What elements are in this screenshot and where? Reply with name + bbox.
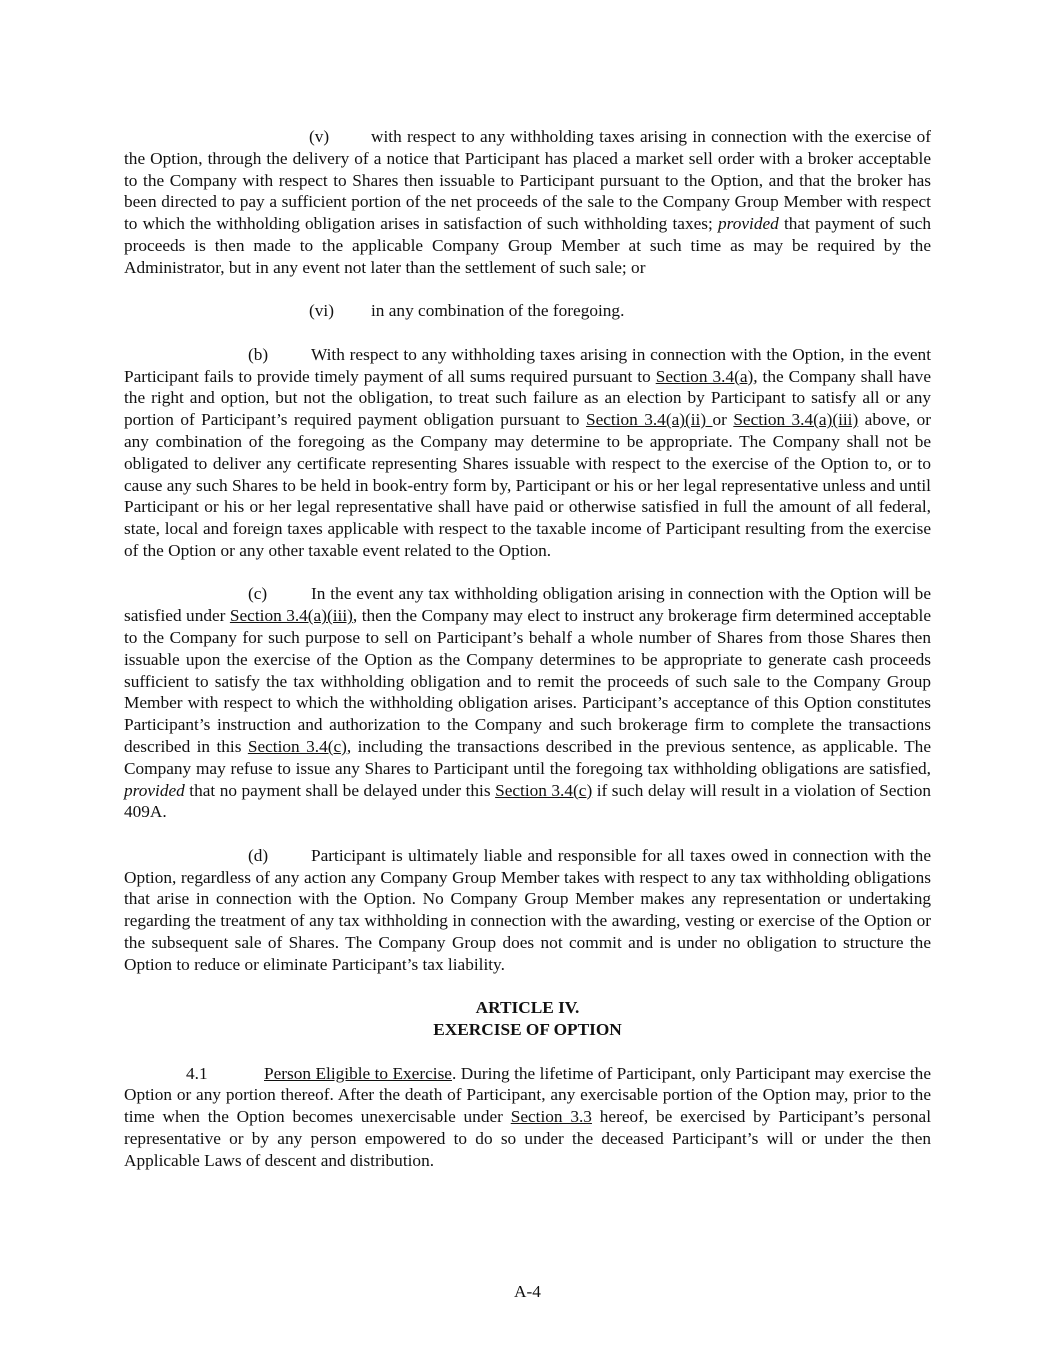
- paragraph-text: hereof, be exercised by Participant’s personal representative or by any person empowered to do so under the deceased Participant’s will or under the then Applicable Laws of descent and distribution.: [124, 1107, 931, 1170]
- paragraph-marker: (v): [309, 127, 330, 146]
- paragraph-3-4-a-vi: [124, 300, 931, 322]
- article-number: ARTICLE IV.: [475, 998, 580, 1018]
- italic-term: provided: [717, 214, 779, 234]
- paragraph-text: that no payment shall be delayed under this: [184, 780, 496, 800]
- paragraph-3-4-c: [124, 583, 931, 823]
- paragraph-text: , the Company shall have the right and option, but not the obligation, to treat such failure as an election by Participant to satisfy all or any portion of Participant’s required payment obligation pursuant to: [124, 366, 931, 430]
- paragraph-text: In the event any tax withholding obligation arising in connection with the Option will be satisfied under: [124, 584, 931, 626]
- section-number: 4.1: [186, 1063, 208, 1083]
- paragraph-text: if such delay will result in a violation of Section 409A.: [124, 780, 931, 822]
- section-reference: Section 3.4(c): [247, 736, 347, 756]
- paragraph-3-4-b: [124, 344, 931, 562]
- paragraph-text: With respect to any withholding taxes arising in connection with the Option, in the event Participant fails to provide timely payment of all sums required pursuant to: [124, 344, 931, 386]
- section-reference: Section 3.4(a)(iii): [229, 606, 353, 626]
- section-reference: Section 3.4(a)(iii): [733, 410, 859, 430]
- paragraph-4-1: [124, 1063, 931, 1172]
- section-reference: Section 3.3: [510, 1107, 592, 1127]
- document-page: [124, 126, 931, 1193]
- paragraph-text: , including the transactions described in the previous sentence, as applicable. The Company may refuse to issue any Shares to Participant until the foregoing tax withholding obligations are satisfied,: [124, 736, 931, 778]
- paragraph-text: Participant is ultimately liable and responsible for all taxes owed in connection with the Option, regardless of any action any Company Group Member takes with respect to any tax withholding obligations that arise in connection with the Option. No Company Group Member makes any representation or undertaking regarding the treatment of any tax withholding in connection with the awarding, vesting or exercise of the Option or the subsequent sale of Shares. The Company Group does not commit and is under no obligation to structure the Option to reduce or eliminate Participant’s tax liability.: [124, 845, 931, 974]
- paragraph-marker: (c): [248, 584, 268, 604]
- paragraph-text: . During the lifetime of Participant, only Participant may exercise the Option or any portion thereof. After the death of Participant, any exercisable portion of the Option may, prior to the time when the Option becomes unexercisable under: [124, 1063, 931, 1127]
- page-number: A-4: [514, 1282, 541, 1301]
- section-reference: Section 3.4(a)(ii): [585, 410, 713, 430]
- article-heading: [124, 997, 931, 1041]
- paragraph-3-4-d: [124, 845, 931, 976]
- paragraph-marker: (vi): [309, 301, 334, 321]
- paragraph-text: that payment of such proceeds is then made to the applicable Company Group Member at such time as may be required by the Administrator, but in any event not later than the settlement of such sale; or: [124, 214, 931, 277]
- section-reference: Section 3.4(a): [655, 366, 754, 386]
- paragraph-text: or: [712, 410, 734, 430]
- paragraph-text: with respect to any withholding taxes arising in connection with the exercise of the Option, through the delivery of a notice that Participant has placed a market sell order with a broker acceptable to the Company with respect to Shares then issuable to Participant pursuant to the Option, and that the broker has been directed to pay a sufficient portion of the net proceeds of the sale to the Company Group Member with respect to which the withholding obligation arises in satisfaction of such withholding taxes;: [124, 127, 931, 234]
- section-title: Person Eligible to Exercise: [264, 1063, 452, 1083]
- paragraph-marker: (b): [248, 344, 269, 364]
- paragraph-marker: (d): [248, 845, 269, 865]
- paragraph-text: in any combination of the foregoing.: [371, 301, 625, 321]
- section-reference: Section 3.4(c): [495, 780, 593, 800]
- paragraph-3-4-a-v: [124, 126, 931, 279]
- paragraph-text: above, or any combination of the foregoing as the Company may determine to be appropriate. The Company shall not be obligated to deliver any certificate representing Shares issuable with respect to the exercise of the Option to, or to cause any such Shares to be held in book-entry form by, Participant or his or her legal representative unless and until Participant or his or her legal representative shall have paid or otherwise satisfied in full the amount of all federal, state, local and foreign taxes applicable with respect to the taxable income of Participant resulting from the exercise of the Option or any other taxable event related to the Option.: [124, 410, 932, 560]
- paragraph-text: , then the Company may elect to instruct any brokerage firm determined acceptable to the Company for such purpose to sell on Participant’s behalf a whole number of Shares from those Shares then issuable upon the exercise of the Option as the Company determines to be appropriate to generate cash proceeds sufficient to satisfy the tax withholding obligation and to remit the proceeds of such sale to the Company Group Member with respect to which the withholding obligation arises. Participant’s acceptance of this Option constitutes Participant’s instruction and authorization to the Company and such brokerage firm to complete the transactions described in this: [124, 606, 932, 756]
- article-title: EXERCISE OF OPTION: [433, 1020, 622, 1040]
- italic-term: provided: [124, 780, 185, 800]
